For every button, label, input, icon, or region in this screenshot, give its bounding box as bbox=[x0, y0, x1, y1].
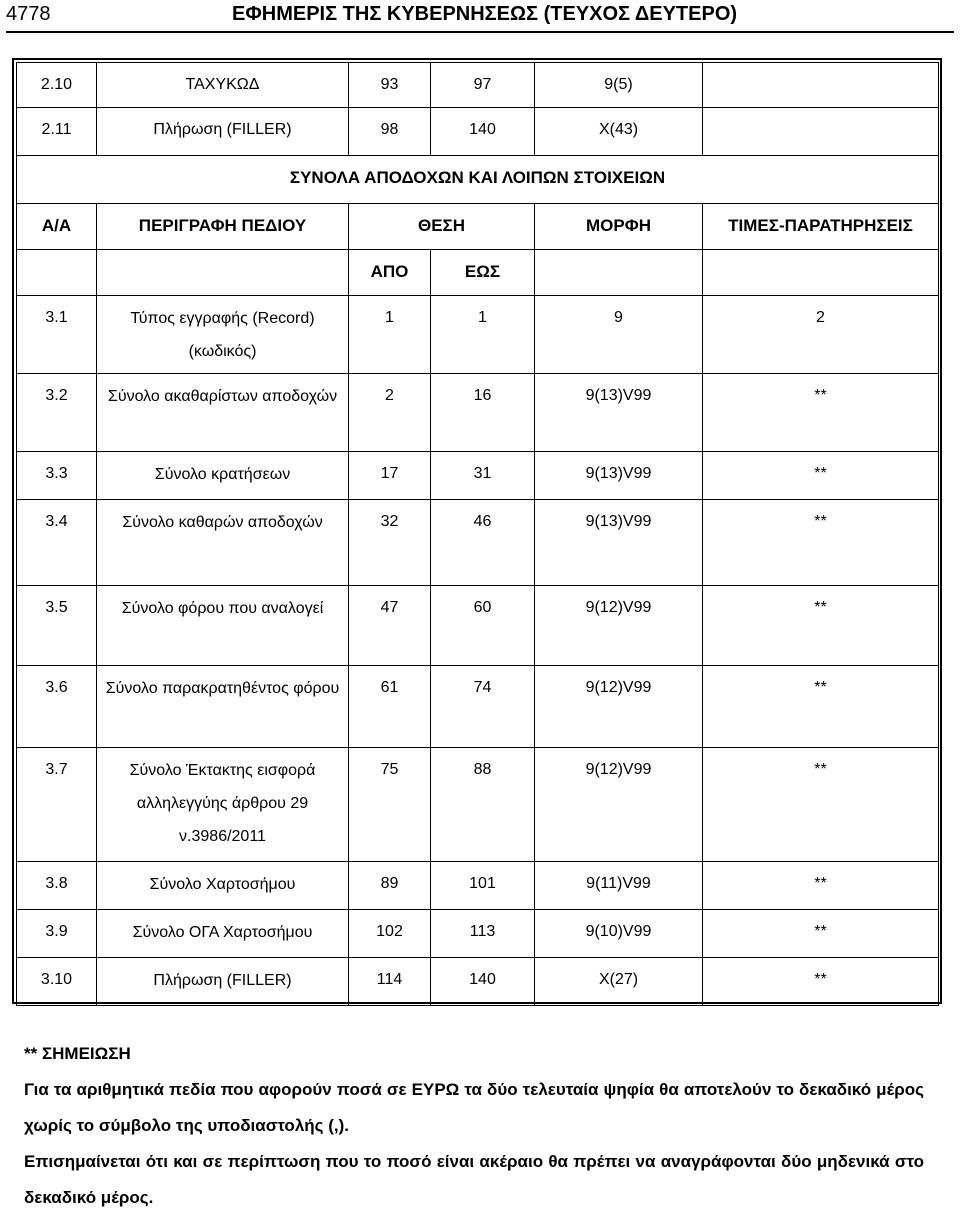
cell-aa: 3.5 bbox=[17, 586, 97, 666]
page-header bbox=[0, 0, 960, 34]
cell-from: 61 bbox=[349, 666, 431, 748]
cell-aa: 2.11 bbox=[17, 108, 97, 156]
col-header-format: ΜΟΡΦΗ bbox=[535, 204, 703, 250]
col-subheader-blank bbox=[17, 250, 97, 296]
cell-from: 93 bbox=[349, 63, 431, 108]
table-row bbox=[17, 500, 939, 586]
cell-aa: 3.6 bbox=[17, 666, 97, 748]
cell-format: 9(12)V99 bbox=[535, 748, 703, 862]
cell-format: 9(13)V99 bbox=[535, 374, 703, 452]
cell-format: 9(5) bbox=[535, 63, 703, 108]
cell-desc: Πλήρωση (FILLER) bbox=[97, 108, 349, 156]
cell-aa: 3.9 bbox=[17, 910, 97, 958]
cell-desc: Τύπος εγγραφής (Record) (κωδικός) bbox=[97, 296, 349, 374]
cell-from: 89 bbox=[349, 862, 431, 910]
cell-to: 60 bbox=[431, 586, 535, 666]
cell-aa: 3.8 bbox=[17, 862, 97, 910]
cell-aa: 3.10 bbox=[17, 958, 97, 1006]
col-header-desc: ΠΕΡΙΓΡΑΦΗ ΠΕΔΙΟΥ bbox=[97, 204, 349, 250]
table-row bbox=[17, 108, 939, 156]
cell-to: 16 bbox=[431, 374, 535, 452]
cell-format: 9(11)V99 bbox=[535, 862, 703, 910]
col-header-remarks: ΤΙΜΕΣ-ΠΑΡΑΤΗΡΗΣΕΙΣ bbox=[703, 204, 939, 250]
fields-table-body bbox=[17, 63, 939, 1006]
cell-remarks bbox=[703, 63, 939, 108]
cell-format: 9(12)V99 bbox=[535, 586, 703, 666]
cell-to: 31 bbox=[431, 452, 535, 500]
cell-to: 140 bbox=[431, 958, 535, 1006]
cell-desc: Σύνολο κρατήσεων bbox=[97, 452, 349, 500]
cell-to: 46 bbox=[431, 500, 535, 586]
cell-desc: Σύνολο ακαθαρίστων αποδοχών bbox=[97, 374, 349, 452]
cell-remarks: 2 bbox=[703, 296, 939, 374]
cell-format: 9(13)V99 bbox=[535, 500, 703, 586]
table-row bbox=[17, 862, 939, 910]
column-subheader-row bbox=[17, 250, 939, 296]
cell-format: X(27) bbox=[535, 958, 703, 1006]
cell-desc: Σύνολο Χαρτοσήμου bbox=[97, 862, 349, 910]
table-row bbox=[17, 748, 939, 862]
header-rule bbox=[6, 31, 954, 33]
cell-to: 113 bbox=[431, 910, 535, 958]
cell-format: 9(12)V99 bbox=[535, 666, 703, 748]
page-number: 4778 bbox=[6, 3, 51, 25]
cell-remarks: ** bbox=[703, 452, 939, 500]
cell-remarks bbox=[703, 108, 939, 156]
cell-to: 140 bbox=[431, 108, 535, 156]
cell-from: 17 bbox=[349, 452, 431, 500]
cell-from: 98 bbox=[349, 108, 431, 156]
cell-remarks: ** bbox=[703, 500, 939, 586]
table-row bbox=[17, 958, 939, 1006]
cell-from: 2 bbox=[349, 374, 431, 452]
cell-from: 75 bbox=[349, 748, 431, 862]
cell-remarks: ** bbox=[703, 862, 939, 910]
cell-to: 97 bbox=[431, 63, 535, 108]
note-body bbox=[24, 1072, 924, 1216]
table-row bbox=[17, 63, 939, 108]
cell-from: 47 bbox=[349, 586, 431, 666]
table-row bbox=[17, 910, 939, 958]
cell-desc: Σύνολο καθαρών αποδοχών bbox=[97, 500, 349, 586]
col-subheader-blank bbox=[535, 250, 703, 296]
cell-to: 1 bbox=[431, 296, 535, 374]
cell-desc: Πλήρωση (FILLER) bbox=[97, 958, 349, 1006]
cell-aa: 3.1 bbox=[17, 296, 97, 374]
col-subheader-blank bbox=[703, 250, 939, 296]
cell-aa: 3.4 bbox=[17, 500, 97, 586]
cell-aa: 3.3 bbox=[17, 452, 97, 500]
table-row bbox=[17, 374, 939, 452]
table-row bbox=[17, 586, 939, 666]
col-header-position: ΘΕΣΗ bbox=[349, 204, 535, 250]
cell-to: 74 bbox=[431, 666, 535, 748]
cell-remarks: ** bbox=[703, 374, 939, 452]
cell-remarks: ** bbox=[703, 910, 939, 958]
note-paragraph: Για τα αριθμητικά πεδία που αφορούν ποσά σε ΕΥΡΩ τα δύο τελευταία ψηφία θα αποτελούν το δεκαδικό μέρος χωρίς το σύμβολο της υποδιαστολής (,). bbox=[24, 1080, 924, 1135]
cell-to: 101 bbox=[431, 862, 535, 910]
cell-desc: Σύνολο φόρου που αναλογεί bbox=[97, 586, 349, 666]
table-row bbox=[17, 296, 939, 374]
section-title: ΣΥΝΟΛΑ ΑΠΟΔΟΧΩΝ ΚΑΙ ΛΟΙΠΩΝ ΣΤΟΙΧΕΙΩΝ bbox=[17, 156, 939, 204]
cell-from: 102 bbox=[349, 910, 431, 958]
col-subheader-from: ΑΠΟ bbox=[349, 250, 431, 296]
cell-format: 9(10)V99 bbox=[535, 910, 703, 958]
cell-from: 32 bbox=[349, 500, 431, 586]
cell-remarks: ** bbox=[703, 586, 939, 666]
col-subheader-to: ΕΩΣ bbox=[431, 250, 535, 296]
cell-desc: Σύνολο Έκτακτης εισφορά αλληλεγγύης άρθρου 29 ν.3986/2011 bbox=[97, 748, 349, 862]
fields-table bbox=[16, 62, 939, 1006]
column-header-row bbox=[17, 204, 939, 250]
gazette-title: ΕΦΗΜΕΡΙΣ ΤΗΣ ΚΥΒΕΡΝΗΣΕΩΣ (ΤΕΥΧΟΣ ΔΕΥΤΕΡΟ) bbox=[232, 3, 738, 25]
cell-aa: 3.2 bbox=[17, 374, 97, 452]
col-subheader-blank bbox=[97, 250, 349, 296]
section-title-row bbox=[17, 156, 939, 204]
cell-from: 1 bbox=[349, 296, 431, 374]
cell-desc: Σύνολο ΟΓΑ Χαρτοσήμου bbox=[97, 910, 349, 958]
table-row bbox=[17, 666, 939, 748]
cell-desc: Σύνολο παρακρατηθέντος φόρου bbox=[97, 666, 349, 748]
cell-to: 88 bbox=[431, 748, 535, 862]
cell-remarks: ** bbox=[703, 748, 939, 862]
cell-remarks: ** bbox=[703, 666, 939, 748]
cell-format: X(43) bbox=[535, 108, 703, 156]
table-row bbox=[17, 452, 939, 500]
cell-from: 114 bbox=[349, 958, 431, 1006]
cell-aa: 3.7 bbox=[17, 748, 97, 862]
cell-aa: 2.10 bbox=[17, 63, 97, 108]
cell-format: 9(13)V99 bbox=[535, 452, 703, 500]
cell-desc: ΤΑΧΥΚΩΔ bbox=[97, 63, 349, 108]
col-header-aa: Α/Α bbox=[17, 204, 97, 250]
note-paragraph: Επισημαίνεται ότι και σε περίπτωση που το ποσό είναι ακέραιο θα πρέπει να αναγράφονται δύο μηδενικά στο δεκαδικό μέρος. bbox=[24, 1152, 924, 1207]
cell-remarks: ** bbox=[703, 958, 939, 1006]
note-title: ** ΣΗΜΕΙΩΣΗ bbox=[24, 1044, 131, 1063]
cell-format: 9 bbox=[535, 296, 703, 374]
